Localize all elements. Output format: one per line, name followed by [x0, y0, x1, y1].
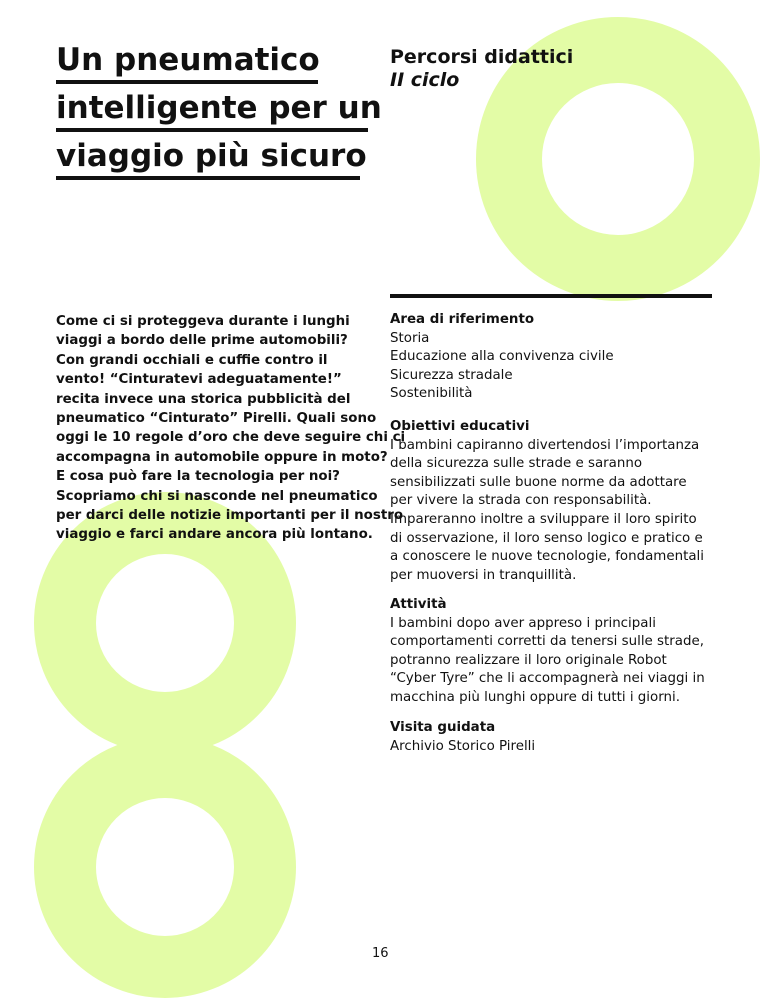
activity-line: macchina più lunghi oppure di tutti i giorni. [390, 689, 680, 705]
page-title [56, 40, 382, 184]
visit-heading: Visita guidata [390, 720, 496, 735]
activity-line: “Cyber Tyre” che li accompagnerà nei viaggi in [390, 671, 705, 687]
objectives-line: sensibilizzati sulle buone norme da adottare [390, 474, 687, 490]
activity-heading: Attività [390, 597, 447, 612]
area-heading: Area di riferimento [390, 312, 535, 327]
area-item: Educazione alla convivenza civile [390, 349, 614, 365]
objectives-heading: Obiettivi educativi [390, 419, 530, 434]
page-number: 16 [372, 946, 389, 961]
intro-paragraph [56, 312, 406, 545]
intro-line: viaggio e farci andare ancora più lontano. [56, 527, 373, 543]
intro-line: viaggi a bordo delle prime automobili? [56, 333, 348, 349]
intro-line: E cosa può fare la tecnologia per noi? [56, 469, 340, 485]
visit-text: Archivio Storico Pirelli [390, 738, 536, 754]
area-item: Storia [390, 330, 430, 346]
area-item: Sicurezza stradale [390, 367, 513, 383]
intro-line: Con grandi occhiali e cuffie contro il [56, 352, 328, 368]
intro-line: vento! “Cinturatevi adeguatamente!” [56, 372, 342, 388]
visit-section [390, 719, 730, 756]
activity-line: potranno realizzare il loro originale Robot [390, 652, 667, 668]
intro-line: Come ci si proteggeva durante i lunghi [56, 314, 350, 329]
objectives-line: per vivere la strada con responsabilità. [390, 493, 652, 509]
intro-line: per darci delle notizie importanti per il nostro [56, 508, 404, 524]
decorative-ring-bottom [34, 736, 296, 998]
title-line: Un pneumatico [56, 40, 318, 84]
subtitle-block [390, 46, 573, 92]
activity-line: comportamenti corretti da tenersi sulle strade, [390, 634, 704, 650]
activity-line: I bambini dopo aver appreso i principali [390, 615, 656, 631]
objectives-line: per muoversi in tranquillità. [390, 567, 577, 583]
objectives-line: a conoscere le nuove tecnologie, fondamentali [390, 549, 704, 565]
area-section [390, 311, 730, 404]
objectives-line: della sicurezza sulle strade e saranno [390, 456, 643, 472]
area-item: Sostenibilità [390, 386, 473, 402]
subtitle-label: Percorsi didattici [390, 46, 574, 68]
intro-line: Scopriamo chi si nasconde nel pneumatico [56, 488, 378, 504]
intro-line: recita invece una storica pubblicità del [56, 391, 351, 407]
objectives-section [390, 418, 730, 585]
objectives-line: Impareranno inoltre a sviluppare il loro spirito [390, 511, 697, 527]
section-divider [390, 294, 712, 298]
activity-section [390, 596, 730, 708]
intro-line: oggi le 10 regole d’oro che deve seguire chi ci [56, 430, 406, 446]
intro-line: accompagna in automobile oppure in moto? [56, 449, 388, 465]
objectives-line: I bambini capiranno divertendosi l’importanza [390, 437, 700, 453]
objectives-line: di osservazione, il loro senso logico e pratico e [390, 530, 703, 546]
title-line: viaggio più sicuro [56, 136, 360, 180]
intro-line: pneumatico “Cinturato” Pirelli. Quali sono [56, 411, 377, 427]
subtitle-cycle: II ciclo [390, 69, 460, 91]
title-line: intelligente per un [56, 88, 368, 132]
